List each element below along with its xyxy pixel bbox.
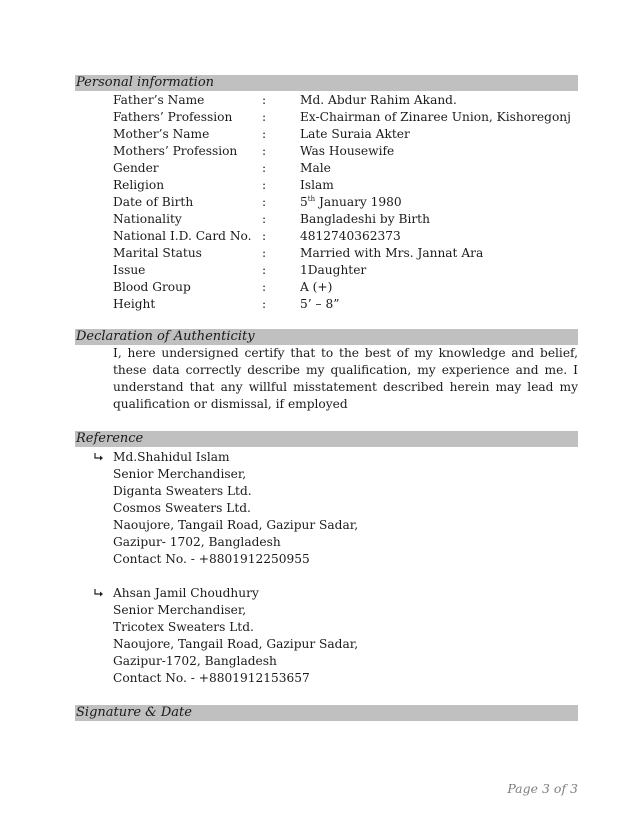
personal-row-religion	[0, 177, 638, 194]
reference-1-line: Diganta Sweaters Ltd.	[113, 484, 252, 498]
row-value: 1Daughter	[300, 263, 367, 277]
reference-1-line: Gazipur- 1702, Bangladesh	[113, 535, 281, 549]
row-label: Religion	[113, 178, 165, 192]
row-value: Islam	[300, 178, 334, 192]
row-value: Male	[300, 161, 331, 175]
row-label: Mothers’ Profession	[113, 144, 238, 158]
declaration-paragraph: I, here undersigned certify that to the best of my knowledge and belief, these data correctly describe my qualification, my experience and me. I understand that any willful misstatement described herein may lead my qualification or dismissal, if employed	[113, 346, 578, 411]
reference-2-line: Gazipur-1702, Bangladesh	[113, 654, 277, 668]
section-signature-date: Signature & Date	[75, 705, 578, 721]
row-label: National I.D. Card No.	[113, 229, 252, 243]
personal-row-fathers-name	[0, 92, 638, 109]
arrow-bullet-icon	[93, 452, 105, 464]
personal-row-national-id	[0, 228, 638, 245]
row-colon: :	[262, 246, 267, 260]
row-label: Fathers’ Profession	[113, 110, 233, 124]
personal-row-mothers-name	[0, 126, 638, 143]
row-value: Md. Abdur Rahim Akand.	[300, 93, 457, 107]
reference-2-name: Ahsan Jamil Choudhury	[113, 586, 259, 600]
page-number: Page 3 of 3	[507, 781, 578, 796]
personal-row-mothers-profession	[0, 143, 638, 160]
row-value: 5’ – 8”	[300, 297, 340, 311]
reference-1-name: Md.Shahidul Islam	[113, 450, 230, 464]
personal-row-marital-status	[0, 245, 638, 262]
row-label: Gender	[113, 161, 159, 175]
row-label: Height	[113, 297, 156, 311]
row-label: Father’s Name	[113, 93, 205, 107]
row-label: Date of Birth	[113, 195, 194, 209]
personal-row-nationality	[0, 211, 638, 228]
row-colon: :	[262, 263, 267, 277]
row-value: Bangladeshi by Birth	[300, 212, 430, 226]
row-colon: :	[262, 195, 267, 209]
dob-day: 5	[300, 195, 308, 209]
section-personal-information: Personal information	[75, 75, 578, 91]
personal-row-blood-group	[0, 279, 638, 296]
row-label: Marital Status	[113, 246, 202, 260]
dob-rest: January 1980	[315, 195, 402, 209]
row-colon: :	[262, 110, 267, 124]
reference-2-line: Tricotex Sweaters Ltd.	[113, 620, 254, 634]
row-colon: :	[262, 144, 267, 158]
row-value: A (+)	[300, 280, 333, 294]
reference-2-line: Senior Merchandiser,	[113, 603, 247, 617]
row-value	[300, 194, 402, 211]
row-colon: :	[262, 178, 267, 192]
row-value: Was Housewife	[300, 144, 395, 158]
reference-1-contact: Contact No. - +8801912250955	[113, 552, 310, 566]
row-value: 4812740362373	[300, 229, 401, 243]
row-label: Issue	[113, 263, 146, 277]
row-colon: :	[262, 212, 267, 226]
reference-1-line: Naoujore, Tangail Road, Gazipur Sadar,	[113, 518, 359, 532]
personal-row-issue	[0, 262, 638, 279]
row-colon: :	[262, 280, 267, 294]
section-declaration: Declaration of Authenticity	[75, 329, 578, 345]
row-label: Nationality	[113, 212, 182, 226]
row-value: Late Suraia Akter	[300, 127, 410, 141]
dob-suffix: th	[307, 194, 316, 203]
reference-2-line: Naoujore, Tangail Road, Gazipur Sadar,	[113, 637, 359, 651]
personal-row-gender	[0, 160, 638, 177]
section-reference: Reference	[75, 431, 578, 447]
row-colon: :	[262, 161, 267, 175]
reference-1-line: Senior Merchandiser,	[113, 467, 247, 481]
reference-2-contact: Contact No. - +8801912153657	[113, 671, 310, 685]
row-value: Ex-Chairman of Zinaree Union, Kishoregonj	[300, 110, 571, 124]
personal-row-fathers-profession	[0, 109, 638, 126]
arrow-bullet-icon	[93, 588, 105, 600]
personal-row-height	[0, 296, 638, 313]
reference-1-line: Cosmos Sweaters Ltd.	[113, 501, 251, 515]
row-label: Blood Group	[113, 280, 191, 294]
row-label: Mother’s Name	[113, 127, 210, 141]
row-value: Married with Mrs. Jannat Ara	[300, 246, 484, 260]
personal-row-date-of-birth	[0, 194, 638, 211]
row-colon: :	[262, 93, 267, 107]
row-colon: :	[262, 127, 267, 141]
row-colon: :	[262, 297, 267, 311]
row-colon: :	[262, 229, 267, 243]
